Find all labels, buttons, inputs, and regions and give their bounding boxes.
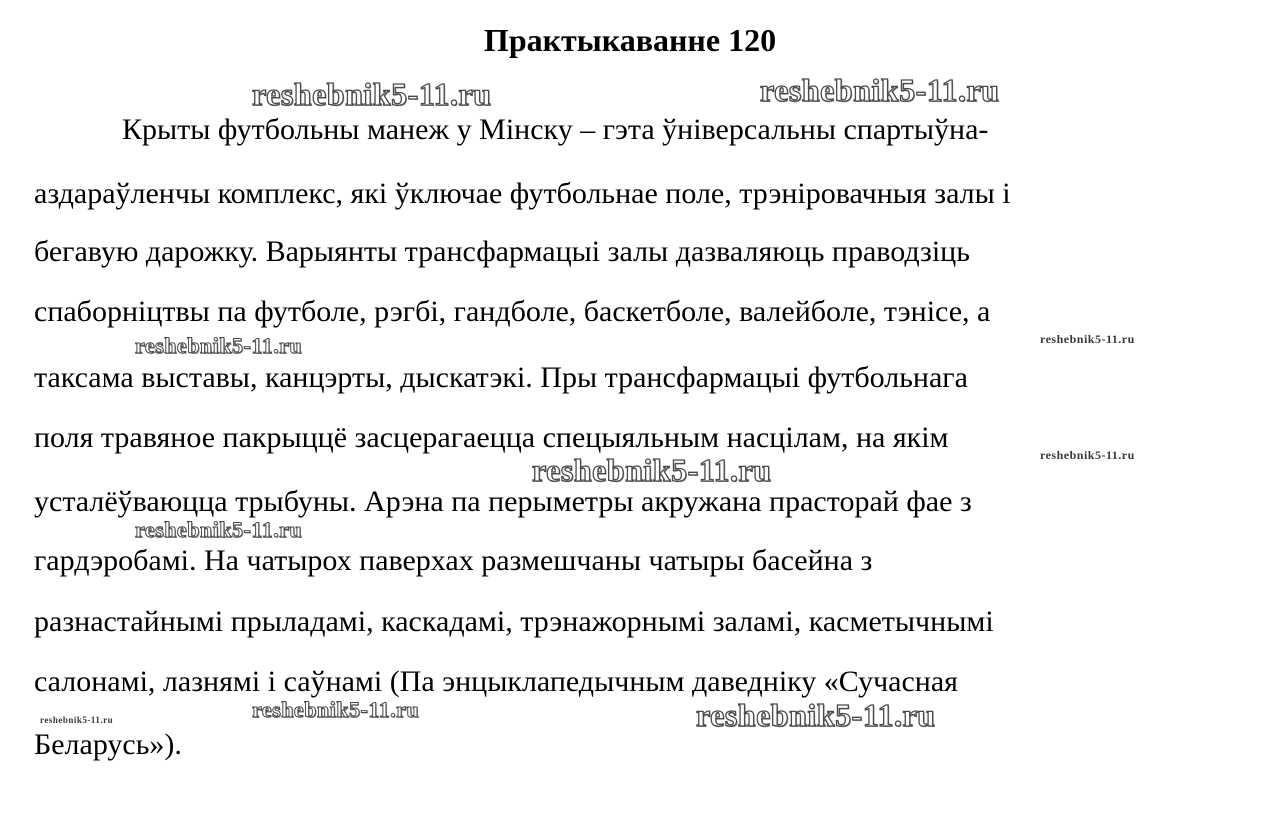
paragraph-line: Беларусь»). bbox=[34, 728, 182, 761]
paragraph-line: Крыты футбольны манеж у Мінску – гэта ўніверсальны спартыўна- bbox=[122, 113, 989, 146]
watermark: reshebnik5-11.ru bbox=[532, 452, 772, 488]
page-title: Практыкаванне 120 bbox=[483, 22, 777, 58]
watermark: reshebnik5-11.ru bbox=[760, 72, 1000, 108]
paragraph-line: спаборніцтвы па футболе, рэгбі, гандболе, баскетболе, валейболе, тэнісе, а bbox=[34, 295, 991, 328]
paragraph-line: разнастайнымі прыладамі, каскадамі, трэнажорнымі заламі, касметычнымі bbox=[34, 605, 994, 638]
paragraph-line: таксама выставы, канцэрты, дыскатэкі. Пры трансфармацыі футбольнага bbox=[34, 361, 968, 394]
watermark: reshebnik5-11.ru bbox=[135, 333, 303, 358]
paragraph-line: гардэробамі. На чатырох паверхах размешчаны чатыры басейна з bbox=[34, 544, 873, 577]
paragraph-line: бегавую дарожку. Варыянты трансфармацыі залы дазваляюць праводзіць bbox=[34, 235, 970, 268]
watermark: reshebnik5-11.ru bbox=[252, 76, 492, 112]
watermark: reshebnik5-11.ru bbox=[1040, 448, 1135, 462]
watermark: reshebnik5-11.ru bbox=[40, 715, 114, 725]
paragraph-line: поля травяное пакрыццё засцерагаецца спецыяльным насцілам, на якім bbox=[34, 421, 949, 454]
paragraph-line: аздараўленчы комплекс, які ўключае футбольнае поле, трэніровачныя залы і bbox=[34, 177, 1011, 210]
watermark: reshebnik5-11.ru bbox=[135, 517, 303, 542]
watermark: reshebnik5-11.ru bbox=[696, 697, 936, 733]
watermark: reshebnik5-11.ru bbox=[1040, 332, 1135, 346]
paragraph-line: салонамі, лазнямі і саўнамі (Па энцыклапедычным даведніку «Сучасная bbox=[34, 665, 958, 698]
watermark: reshebnik5-11.ru bbox=[252, 697, 420, 722]
paragraph-line: усталёўваюцца трыбуны. Арэна па перыметры акружана прасторай фае з bbox=[34, 485, 972, 518]
